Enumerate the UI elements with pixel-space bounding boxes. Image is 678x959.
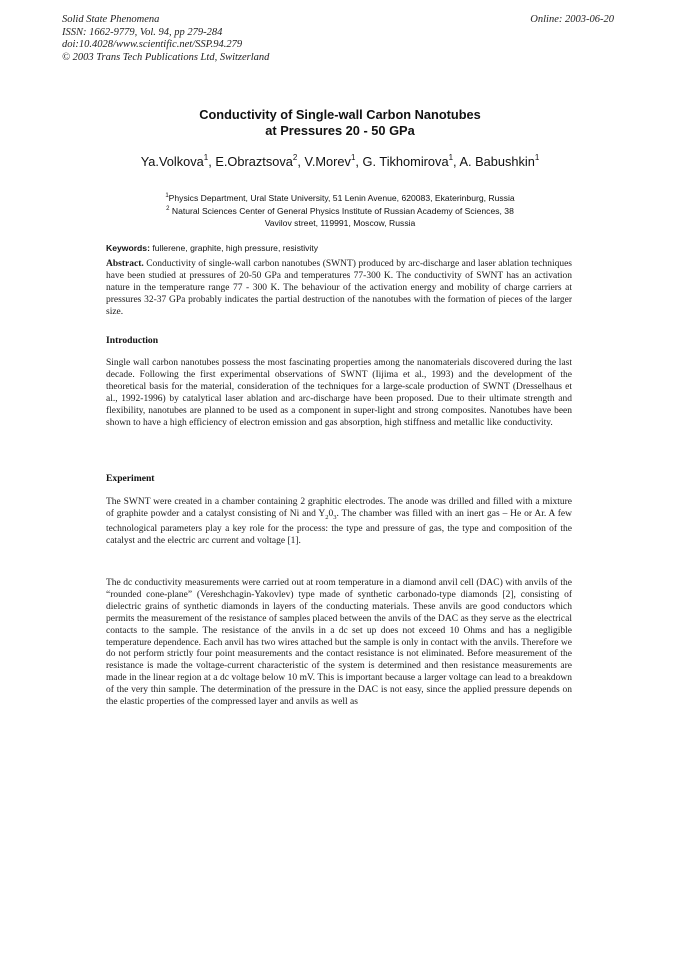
keywords-label: Keywords: [106,243,150,253]
journal-header [62,14,269,64]
author: Ya.Volkova$^1$, [140,153,216,170]
affiliation-1: $^1$Physics Department, Ural State University, 51 Lenin Avenue, 620083, Ekaterinburg, Russia [165,192,515,203]
paper-title [90,107,590,138]
abstract-label: Abstract. [106,259,144,269]
author-list [80,154,600,169]
affiliation-2-cont: Vavilov street, 119991, Moscow, Russia [264,217,416,228]
author: G. Tikhomirova$^1$, [362,153,460,170]
affiliations [100,191,580,229]
abstract-text: Conductivity of single-wall carbon nanotubes (SWNT) produced by arc-discharge and laser ablation techniques have been studied at pressures of 20-50 GPa and temperatures 77-300 K. The conductivity of SWNT has an activation nature in the temperature range 77 - 300 K. The behaviour of the activation energy and mobility of charge carriers at pressures 32-37 GPa probably indicates the partial destruction of the nanotubes with the formation of pieces of the larger size. [106,259,572,317]
copyright-line: © 2003 Trans Tech Publications Ltd, Switzerland [62,51,270,63]
author: E.Obraztsova$^2$, [215,153,305,170]
title-line-2: at Pressures 20 - 50 GPa [265,122,415,138]
introduction-text: Single wall carbon nanotubes possess the most fascinating properties among the nanomaterials discovered during the last decade. Following the first experimental observations of SWNT (Iijima et al., 1993) and the development of the theoretical basis for the material, consideration of the techniques for a large-scale production of SWNT (Dresselhaus et al., 1992-1996) by catalytical laser ablation and arc-discharge have been proposed. Due to their ultimate strength and flexibility, nanotubes are planned to be used as a component in super-light and strong composites. Nanotubes have been shown to have a high efficiency of electron emission and gas absorption, high stiffness and metallic like conductivity. [106,358,572,428]
author: V.Morev$^1$, [304,153,363,170]
abstract [106,259,572,319]
online-date: Online: 2003-06-20 [530,14,614,25]
doi-line: doi:10.4028/www.scientific.net/SSP.94.279 [62,39,243,50]
experiment-paragraph-1: The SWNT were created in a chamber containing 2 graphitic electrodes. The anode was drilled and filled with a mixture of graphite powder and a catalyst consisting of Ni and $Y_20_3$. The chamber was filled with an inert gas – He or Ar. A few technological parameters play a key role for the process: the type and pressure of gas, the type and composition of the catalyst and the electric arc current and voltage [1]. [106,497,572,546]
journal-name: Solid State Phenomena [62,14,160,25]
affiliation-2: $^2$ Natural Sciences Center of General Physics Institute of Russian Academy of Sciences, 38 [166,206,514,217]
experiment-heading: Experiment [106,473,155,484]
issn-line: ISSN: 1662-9779, Vol. 94, pp 279-284 [62,26,223,38]
keywords-text: fullerene, graphite, high pressure, resistivity [149,243,319,253]
experiment-paragraph-2: The dc conductivity measurements were carried out at room temperature in a diamond anvil cell (DAC) with anvils of the “rounded cone-plane” (Vereshchagin-Yakovlev) type made of synthetic carbonado-type diamonds [2], consisting of dielectric grains of synthetic diamonds in layers of the conducting materials. These anvils are good conductors which permits the measurement of the resistance of samples placed between the anvils of the DAC as they serve as the electrical contacts to the sample. The resistance of the anvils in a dc set up does not exceed 10 Ohms and has a negligible temperature dependence. Each anvil has two wires attached but the sample is only in contact with the anvils. Therefore we do not perform strictly four point measurements and the contact resistance is not eliminated. Before measurement of the resistance is made the voltage-current characteristic of the system is determined and then resistance measurements are made in the linear region at a dc voltage below 10 mV. This is important because a larger voltage can lead to a breakdown of the very thin sample. The determination of the pressure in the DAC is not easy, since the applied pressure depends on the elastic properties of the compressed layer and anvils as well as [106,578,572,708]
keywords [106,243,318,253]
introduction-heading: Introduction [106,335,159,346]
author: A. Babushkin$^1$ [459,153,540,170]
title-line-1: Conductivity of Single-wall Carbon Nanotubes [199,107,481,122]
